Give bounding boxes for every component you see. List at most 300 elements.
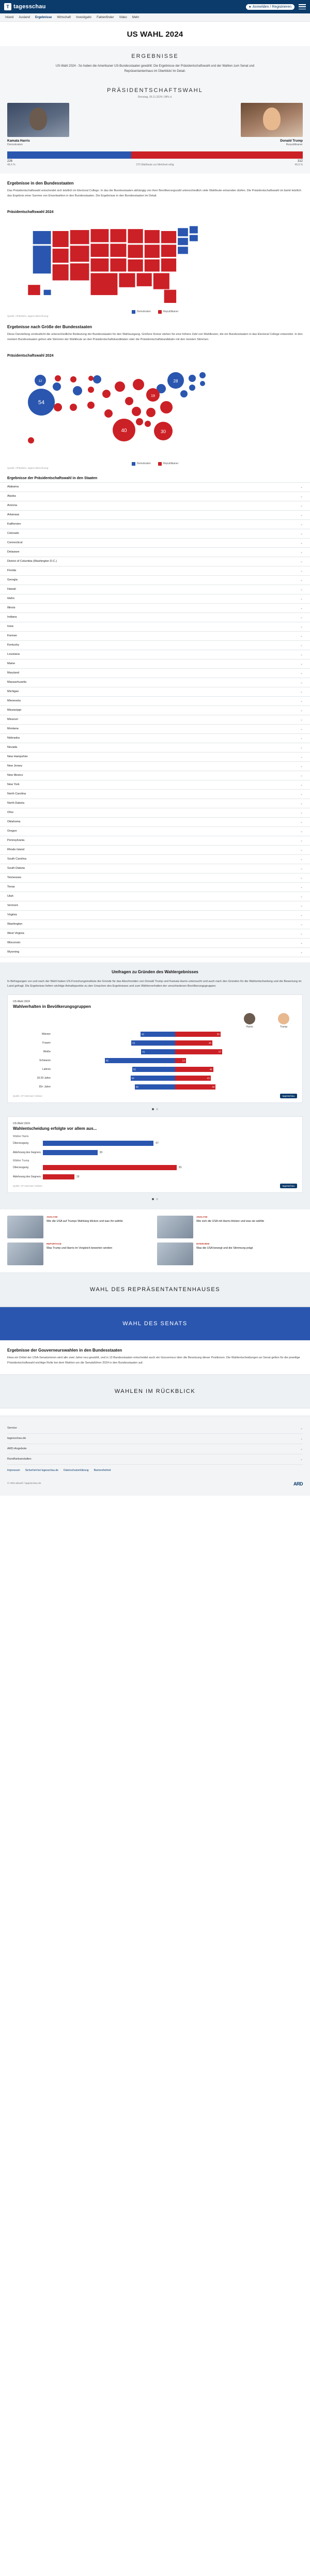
teaser-kicker: INTERVIEW: [196, 1243, 210, 1246]
trump-avatar: [278, 1013, 289, 1024]
harris-electors: 226: [7, 160, 13, 163]
bubble-legend-rep: Republikaner: [158, 462, 178, 466]
chevron-down-icon[interactable]: ⌄: [300, 1437, 303, 1440]
card2-title: Wahlentscheidung erfolgte vor allem aus...: [13, 1126, 97, 1131]
state-row[interactable]: [0, 566, 310, 576]
motivation-label: Überzeugung: [13, 1166, 29, 1170]
chevron-down-icon[interactable]: ⌄: [300, 848, 303, 852]
trump-bar: 13: [175, 1058, 186, 1063]
state-row[interactable]: [0, 539, 310, 548]
electoral-bar-sub: [7, 163, 303, 166]
trump-electors: 312: [297, 160, 303, 163]
survey-card-motivation: [7, 1116, 303, 1193]
card1-kicker: US-Wahl 2024: [13, 1000, 30, 1004]
state-label: Virginia: [7, 913, 17, 916]
presidency-heading: PRÄSIDENTSCHAFTSWAHL: [107, 87, 203, 94]
chevron-down-icon[interactable]: ⌄: [300, 671, 303, 675]
state-row[interactable]: [0, 715, 310, 725]
dot-2[interactable]: [156, 1108, 158, 1110]
trump-party: Republikaner: [286, 143, 303, 147]
card1-title: Wahlverhalten in Bevölkerungsgruppen: [13, 1004, 91, 1009]
state-label: Washington: [7, 923, 23, 926]
motivation-value: 81: [179, 1166, 182, 1170]
state-row[interactable]: [0, 883, 310, 892]
ard-logo: ARD: [293, 1481, 303, 1486]
motivation-row: [13, 1149, 297, 1156]
state-row[interactable]: [0, 669, 310, 678]
trump-bar: 49: [175, 1084, 215, 1090]
state-row[interactable]: [0, 613, 310, 622]
svg-text:40: 40: [121, 427, 127, 434]
state-row[interactable]: [0, 622, 310, 632]
electoral-bar: [7, 151, 303, 159]
majority-note: 270 Wahlleute zur Mehrheit nötig: [136, 163, 174, 167]
chevron-down-icon[interactable]: ⌄: [300, 839, 303, 842]
state-row[interactable]: [0, 585, 310, 594]
chevron-down-icon[interactable]: ⌄: [300, 560, 303, 563]
chevron-down-icon[interactable]: ⌄: [300, 783, 303, 787]
chevron-down-icon[interactable]: ⌄: [300, 699, 303, 703]
banner-house[interactable]: WAHL DES REPRÄSENTANTENHAUSES: [0, 1272, 310, 1307]
login-button[interactable]: [246, 4, 295, 10]
harris-bar: 42: [141, 1032, 175, 1037]
state-label: Illinois: [7, 606, 16, 609]
chevron-down-icon[interactable]: ⌄: [300, 876, 303, 880]
state-row[interactable]: [0, 548, 310, 557]
motivation-row: [13, 1173, 297, 1180]
state-row[interactable]: [0, 529, 310, 539]
chevron-down-icon[interactable]: ⌄: [300, 569, 303, 573]
state-label: Georgia: [7, 578, 18, 581]
card2-rows-trump: [13, 1164, 297, 1180]
trump-bar: 57: [175, 1049, 222, 1054]
chevron-down-icon[interactable]: ⌄: [300, 774, 303, 777]
candidate-trump: [241, 103, 303, 146]
motivation-label: Ablehnung des Gegners: [13, 1151, 41, 1155]
nav-item-investigativ[interactable]: Investigativ: [76, 16, 92, 19]
chevron-down-icon[interactable]: ⌄: [300, 1458, 303, 1461]
state-row[interactable]: [0, 557, 310, 566]
trump-bar: 43: [175, 1076, 211, 1081]
chevron-down-icon[interactable]: ⌄: [300, 802, 303, 805]
teaser-item[interactable]: [157, 1243, 303, 1265]
nav-item-wirtschaft[interactable]: Wirtschaft: [57, 16, 71, 19]
state-label: Connecticut: [7, 541, 23, 544]
state-row[interactable]: [0, 576, 310, 585]
state-row[interactable]: [0, 948, 310, 957]
teaser-title[interactable]: Wie die USA auf Trumps Wahlsieg blicken und was ihn wählte: [47, 1220, 123, 1223]
motivation-bar: [43, 1165, 177, 1170]
group-label: Latinos: [42, 1068, 51, 1071]
chevron-down-icon[interactable]: ⌄: [300, 643, 303, 647]
state-label: Maryland: [7, 671, 20, 674]
state-label: Oregon: [7, 830, 17, 833]
group-bar-row: [13, 1031, 297, 1038]
map-subheading: Präsidentschaftswahl 2024: [7, 210, 54, 214]
teaser-title[interactable]: Wie sich die USA mit Harris blicken und was sie wählte: [196, 1220, 265, 1223]
map-text: Das Präsidentschaftswahl entscheidet sich letztlich im Electoral College. In das die Bundesstaaten abhängig von ihrer Bevölkerungszahl unterschiedlich viele Wahlleute entsenden dürfen. Die Präsidentschaftswahl ist damit letztlich das Ergebnis einer Summe von Einzelwahlen in den Bundesstaaten. Die Ergebnisse in den Bundesstaaten im Detail.: [7, 189, 302, 198]
bubble-source: Quelle: AP/Edison, eigene Berechnung: [7, 466, 49, 469]
motivation-bar: [43, 1150, 98, 1155]
chevron-down-icon[interactable]: ⌄: [300, 811, 303, 815]
results-section: [0, 46, 310, 82]
page-title: US WAHL 2024: [127, 30, 183, 39]
state-label: Ohio: [7, 811, 13, 814]
chevron-down-icon[interactable]: ⌄: [300, 513, 303, 517]
dot-1[interactable]: [152, 1108, 154, 1110]
chevron-down-icon[interactable]: ⌄: [300, 913, 303, 917]
chevron-down-icon[interactable]: ⌄: [300, 746, 303, 749]
main-nav: [0, 13, 310, 22]
footer-section-label: ARD-Angebote: [7, 1447, 27, 1451]
logo-mark-icon: T: [4, 3, 11, 10]
trump-bar: 55: [175, 1032, 221, 1037]
chevron-down-icon[interactable]: ⌄: [300, 709, 303, 712]
state-label: Oklahoma: [7, 820, 21, 823]
state-label: New Hampshire: [7, 755, 28, 758]
nav-item-video[interactable]: Video: [119, 16, 127, 19]
chevron-down-icon[interactable]: ⌄: [300, 1447, 303, 1451]
state-row[interactable]: [0, 771, 310, 780]
state-row[interactable]: [0, 706, 310, 715]
card1-harris-head: Harris: [239, 1013, 260, 1029]
state-row[interactable]: [0, 483, 310, 492]
chevron-down-icon[interactable]: ⌄: [300, 653, 303, 656]
carousel-dots-2[interactable]: [0, 1198, 310, 1200]
svg-text:54: 54: [38, 399, 45, 406]
teaser-item[interactable]: [157, 1216, 303, 1238]
state-row[interactable]: [0, 864, 310, 873]
chevron-down-icon[interactable]: ⌄: [300, 616, 303, 619]
bubble-title: Ergebnisse nach Größe der Bundesstaaten: [7, 324, 92, 329]
state-label: North Carolina: [7, 792, 26, 795]
footer-section-row[interactable]: [7, 1434, 303, 1444]
group-label: Schwarze: [39, 1059, 51, 1063]
state-row[interactable]: [0, 808, 310, 818]
trump-portrait: [241, 103, 303, 137]
state-row[interactable]: [0, 892, 310, 901]
state-row[interactable]: [0, 641, 310, 650]
chevron-down-icon[interactable]: ⌄: [300, 681, 303, 684]
state-label: Idaho: [7, 597, 14, 600]
state-label: Arizona: [7, 504, 17, 507]
teaser-grid: [0, 1209, 310, 1272]
chevron-down-icon[interactable]: ⌄: [300, 541, 303, 545]
harris-bar: 85: [105, 1058, 175, 1063]
governors-section: [0, 1341, 310, 1374]
chevron-down-icon[interactable]: ⌄: [300, 550, 303, 554]
state-row[interactable]: [0, 594, 310, 604]
card1-badge: tagesschau: [280, 1094, 298, 1098]
svg-text:19: 19: [151, 394, 155, 398]
state-row[interactable]: [0, 734, 310, 743]
teaser-title[interactable]: Was Trump und Harris im Vergleich bewerten werden: [47, 1247, 113, 1250]
state-label: Wisconsin: [7, 941, 21, 944]
us-bubble-map[interactable]: [0, 358, 310, 461]
state-row[interactable]: [0, 743, 310, 753]
state-label: Vermont: [7, 904, 18, 907]
state-row[interactable]: [0, 818, 310, 827]
dot2-2[interactable]: [156, 1198, 158, 1200]
chevron-down-icon[interactable]: ⌄: [300, 755, 303, 759]
chevron-down-icon[interactable]: ⌄: [300, 941, 303, 945]
state-label: Hawaii: [7, 588, 16, 591]
hamburger-icon[interactable]: [299, 4, 306, 9]
state-label: District of Columbia (Washington D.C.): [7, 560, 57, 563]
teaser-thumbnail: [157, 1243, 193, 1265]
banner-retro[interactable]: WAHLEN IM RÜCKBLICK: [0, 1374, 310, 1408]
group-bar-row: [13, 1066, 297, 1073]
state-label: Alabama: [7, 485, 19, 488]
bubble-legend-dem: Demokraten: [132, 462, 151, 466]
state-label: Indiana: [7, 616, 17, 619]
top-bar-right: [246, 4, 306, 10]
group-bar-row: [13, 1048, 297, 1055]
state-label: Minnesota: [7, 699, 21, 702]
state-row[interactable]: [0, 939, 310, 948]
state-row[interactable]: [0, 762, 310, 771]
state-label: Maine: [7, 662, 16, 665]
motivation-label: Ablehnung des Gegners: [13, 1175, 41, 1179]
state-label: New York: [7, 783, 20, 786]
state-row[interactable]: [0, 799, 310, 808]
electoral-bar-rep: [131, 151, 303, 159]
footer-sections: [7, 1423, 303, 1465]
trump-bar: 46: [175, 1067, 213, 1072]
card2-kicker: US-Wahl 2024: [13, 1122, 30, 1126]
state-label: Montana: [7, 727, 19, 730]
state-label: Tennessee: [7, 876, 22, 879]
footer-link[interactable]: Barrierefreiheit: [94, 1468, 111, 1472]
chevron-down-icon[interactable]: ⌄: [300, 950, 303, 954]
state-row[interactable]: [0, 911, 310, 920]
state-label: Kansas: [7, 634, 17, 637]
state-row[interactable]: [0, 855, 310, 864]
card1-candidate-heads: [13, 1013, 297, 1029]
presidency-date: Dienstag, 05.11.2024 | 98% d.: [137, 96, 173, 99]
footer-bottom: [7, 1476, 303, 1494]
harris-percent: 48,4 %: [7, 163, 16, 167]
survey-card-groups: [7, 994, 303, 1103]
teaser-kicker: ANALYSE: [47, 1216, 58, 1219]
state-row[interactable]: [0, 846, 310, 855]
teaser-title[interactable]: Was die USA bewegt und die Stimmung prägt: [196, 1247, 253, 1250]
state-row[interactable]: [0, 697, 310, 706]
motivation-value: 33: [99, 1151, 103, 1155]
harris-bar: 52: [132, 1067, 175, 1072]
state-label: New Jersey: [7, 764, 23, 768]
chevron-down-icon[interactable]: ⌄: [300, 504, 303, 508]
teaser-item[interactable]: [7, 1243, 153, 1265]
chevron-down-icon[interactable]: ⌄: [300, 1427, 303, 1430]
chevron-down-icon[interactable]: ⌄: [300, 690, 303, 694]
brand-name: tagesschau: [13, 4, 46, 10]
governors-title: Ergebnisse der Gouverneurswahlen in den Bundesstaaten: [7, 1348, 122, 1353]
chevron-down-icon[interactable]: ⌄: [300, 867, 303, 870]
governors-text: Etwa ein Drittel der USA-Senatorinnen wird alle zwei Jahre neu gewählt, und in 13 Bundesstaaten entscheidet auch ein Gouverneur über die Besetzung dieser Positionen. Die Wahlentscheidungen an Senat gelten für die jeweilige Präsidentschaftswahl wichtige Rolle bei dem Wahlen um die Senatsführer 2024 in den Bundesstaaten auf.: [7, 1356, 300, 1364]
nav-item-ergebnisse[interactable]: Ergebnisse: [35, 16, 52, 19]
state-row[interactable]: [0, 836, 310, 846]
group-bar-row: [13, 1057, 297, 1064]
chevron-down-icon[interactable]: ⌄: [300, 932, 303, 936]
harris-bar: 49: [135, 1084, 175, 1090]
group-label: Weiße: [43, 1050, 51, 1054]
bubble-subheading: Präsidentschaftswahl 2024: [7, 354, 54, 358]
chevron-down-icon[interactable]: ⌄: [300, 737, 303, 740]
harris-avatar: [244, 1013, 255, 1024]
state-label: Utah: [7, 895, 13, 898]
card2-section2-label: Wähler Trump: [13, 1159, 29, 1163]
state-row[interactable]: [0, 492, 310, 501]
nav-item-ausland[interactable]: Ausland: [19, 16, 30, 19]
copyright: © ARD-aktuell / tagesschau.de: [7, 1482, 41, 1485]
harris-party: Demokraten: [7, 143, 23, 147]
chevron-down-icon[interactable]: ⌄: [300, 904, 303, 908]
footer-section-row[interactable]: [7, 1423, 303, 1434]
state-label: North Dakota: [7, 802, 24, 805]
svg-text:12: 12: [38, 379, 42, 383]
login-label: Anmelden / Registrieren: [252, 5, 291, 9]
teaser-kicker: ANALYSE: [196, 1216, 208, 1219]
motivation-row: [13, 1140, 297, 1147]
group-label: 18-29 Jahre: [37, 1077, 51, 1080]
card1-bars: [13, 1031, 297, 1091]
state-row[interactable]: [0, 632, 310, 641]
chevron-down-icon[interactable]: ⌄: [300, 634, 303, 638]
state-label: Iowa: [7, 625, 13, 628]
card2-source: Quelle: AP VoteCast / Edison: [13, 1185, 42, 1188]
chevron-down-icon[interactable]: ⌄: [300, 532, 303, 535]
motivation-label: Überzeugung: [13, 1142, 29, 1145]
bubble-text: Diese Darstellung verdeutlicht die unterschiedliche Bedeutung der Bundesstaaten für den Wahlausgang. Größere Kreise stehen für eine höhere Zahl von Wahlleuten, die ein Bundesstaaten in das Electoral College entsendet. In den meisten Bundesstaaten gehen alle Stimmen der Wahlleute an den Präsidentschaftskandidaten oder die Präsidentschaftskandidatin mit den meisten Stimmen.: [7, 332, 303, 341]
harris-bar: 54: [131, 1076, 175, 1081]
chevron-down-icon[interactable]: ⌄: [300, 523, 303, 526]
chevron-down-icon[interactable]: ⌄: [300, 606, 303, 610]
footer-link[interactable]: Sicherheit bei tagesschau.de: [25, 1468, 58, 1472]
nav-item-inland[interactable]: Inland: [5, 16, 14, 19]
banner-senate[interactable]: WAHL DES SENATS: [0, 1307, 310, 1341]
footer: [0, 1416, 310, 1496]
chevron-down-icon[interactable]: ⌄: [300, 792, 303, 796]
surveys-intro: In Befragungen vor und nach der Wahl haben US-Forschungsinstitute die Gründe für das Abschneiden von Donald Trump und Kamala Harris untersucht und auch nach den Gründen für die Wahlentscheidung und die Bewertung im Land gefragt. Die Ergebnisse liefern wichtige Anhaltspunkte zu den Ursachen des Ergebnisses und zum Wählerverhalten der verschiedenen Bevölkerungsgruppen.: [7, 979, 302, 988]
footer-links: [7, 1465, 303, 1476]
state-label: Alaska: [7, 495, 16, 498]
state-row[interactable]: [0, 920, 310, 929]
legend-rep: Republikaner: [158, 310, 178, 314]
state-label: Michigan: [7, 690, 19, 693]
state-row[interactable]: [0, 929, 310, 939]
map-svg: [0, 216, 310, 309]
bubble-legend: [0, 462, 310, 466]
map-title: Ergebnisse in den Bundesstaaten: [7, 181, 74, 186]
candidate-harris: [7, 103, 69, 146]
card2-rows-harris: [13, 1140, 297, 1156]
state-row[interactable]: [0, 501, 310, 511]
candidate-row: [0, 103, 310, 146]
group-bar-row: [13, 1075, 297, 1082]
states-list-title: Ergebnisse der Präsidentschaftswahl in den Staaten: [7, 476, 98, 480]
state-row[interactable]: [0, 790, 310, 799]
state-row[interactable]: [0, 678, 310, 687]
legend-dem: Demokraten: [132, 310, 151, 314]
chevron-down-icon[interactable]: ⌄: [300, 597, 303, 601]
site-logo[interactable]: [4, 3, 46, 10]
state-row[interactable]: [0, 780, 310, 790]
nav-item-faktenfinder[interactable]: Faktenfinder: [97, 16, 114, 19]
electoral-bar-labels: [7, 160, 303, 163]
chevron-down-icon[interactable]: ⌄: [300, 885, 303, 889]
teaser-thumbnail: [7, 1216, 43, 1238]
state-row[interactable]: [0, 650, 310, 660]
chevron-down-icon[interactable]: ⌄: [300, 857, 303, 861]
footer-section-row[interactable]: [7, 1454, 303, 1465]
state-label: Kalifornien: [7, 523, 21, 526]
chevron-down-icon[interactable]: ⌄: [300, 727, 303, 731]
surveys-section: [0, 962, 310, 1210]
nav-item-mehr[interactable]: Mehr: [132, 16, 140, 19]
harris-bar: 41: [141, 1049, 175, 1054]
map-section: [0, 174, 310, 207]
chevron-down-icon[interactable]: ⌄: [300, 625, 303, 628]
state-row[interactable]: [0, 753, 310, 762]
results-intro: US-Wahl 2024 - So haben die Amerikaner US-Bundesstaaten gewählt: Die Ergebnisse der Präsidentschaftswahl und der Wahlen zum Senat und Repräsentantenhaus im Überblick/ im Detail.: [55, 65, 255, 73]
chevron-down-icon[interactable]: ⌄: [300, 895, 303, 898]
group-label: Frauen: [42, 1041, 51, 1045]
state-row[interactable]: [0, 687, 310, 697]
group-label: 65+ Jahre: [39, 1085, 51, 1089]
card1-source: Quelle: AP VoteCast / Edison: [13, 1095, 42, 1098]
chevron-down-icon[interactable]: ⌄: [300, 588, 303, 591]
chevron-down-icon[interactable]: ⌄: [300, 485, 303, 489]
state-row[interactable]: [0, 511, 310, 520]
card1-trump-head: Trump: [273, 1013, 294, 1029]
state-label: Missouri: [7, 718, 18, 721]
chevron-down-icon[interactable]: ⌄: [300, 662, 303, 666]
state-row[interactable]: [0, 873, 310, 883]
state-row[interactable]: [0, 901, 310, 911]
chevron-down-icon[interactable]: ⌄: [300, 718, 303, 722]
us-choropleth-map[interactable]: [0, 216, 310, 309]
dot2-1[interactable]: [152, 1198, 154, 1200]
carousel-dots-1[interactable]: [0, 1108, 310, 1110]
chevron-down-icon[interactable]: ⌄: [300, 764, 303, 768]
state-label: Colorado: [7, 532, 19, 535]
state-row[interactable]: [0, 827, 310, 836]
bubble-section: [0, 317, 310, 351]
chevron-down-icon[interactable]: ⌄: [300, 495, 303, 498]
footer-link[interactable]: Datenschutzerklärung: [63, 1468, 89, 1472]
chevron-down-icon[interactable]: ⌄: [300, 830, 303, 833]
footer-link[interactable]: Impressum: [7, 1468, 20, 1472]
footer-section-row[interactable]: [7, 1444, 303, 1454]
state-label: Kentucky: [7, 643, 20, 647]
state-label: West Virginia: [7, 932, 24, 935]
state-row[interactable]: [0, 660, 310, 669]
harris-bar: 53: [131, 1040, 175, 1046]
teaser-item[interactable]: [7, 1216, 153, 1238]
state-row[interactable]: [0, 604, 310, 613]
state-label: Pennsylvania: [7, 839, 25, 842]
state-row[interactable]: [0, 725, 310, 734]
states-accordion: [0, 482, 310, 957]
chevron-down-icon[interactable]: ⌄: [300, 820, 303, 824]
chevron-down-icon[interactable]: ⌄: [300, 923, 303, 926]
state-row[interactable]: [0, 520, 310, 529]
state-label: Nevada: [7, 746, 18, 749]
footer-section-label: Service: [7, 1427, 17, 1430]
chevron-down-icon[interactable]: ⌄: [300, 578, 303, 582]
state-label: South Dakota: [7, 867, 25, 870]
